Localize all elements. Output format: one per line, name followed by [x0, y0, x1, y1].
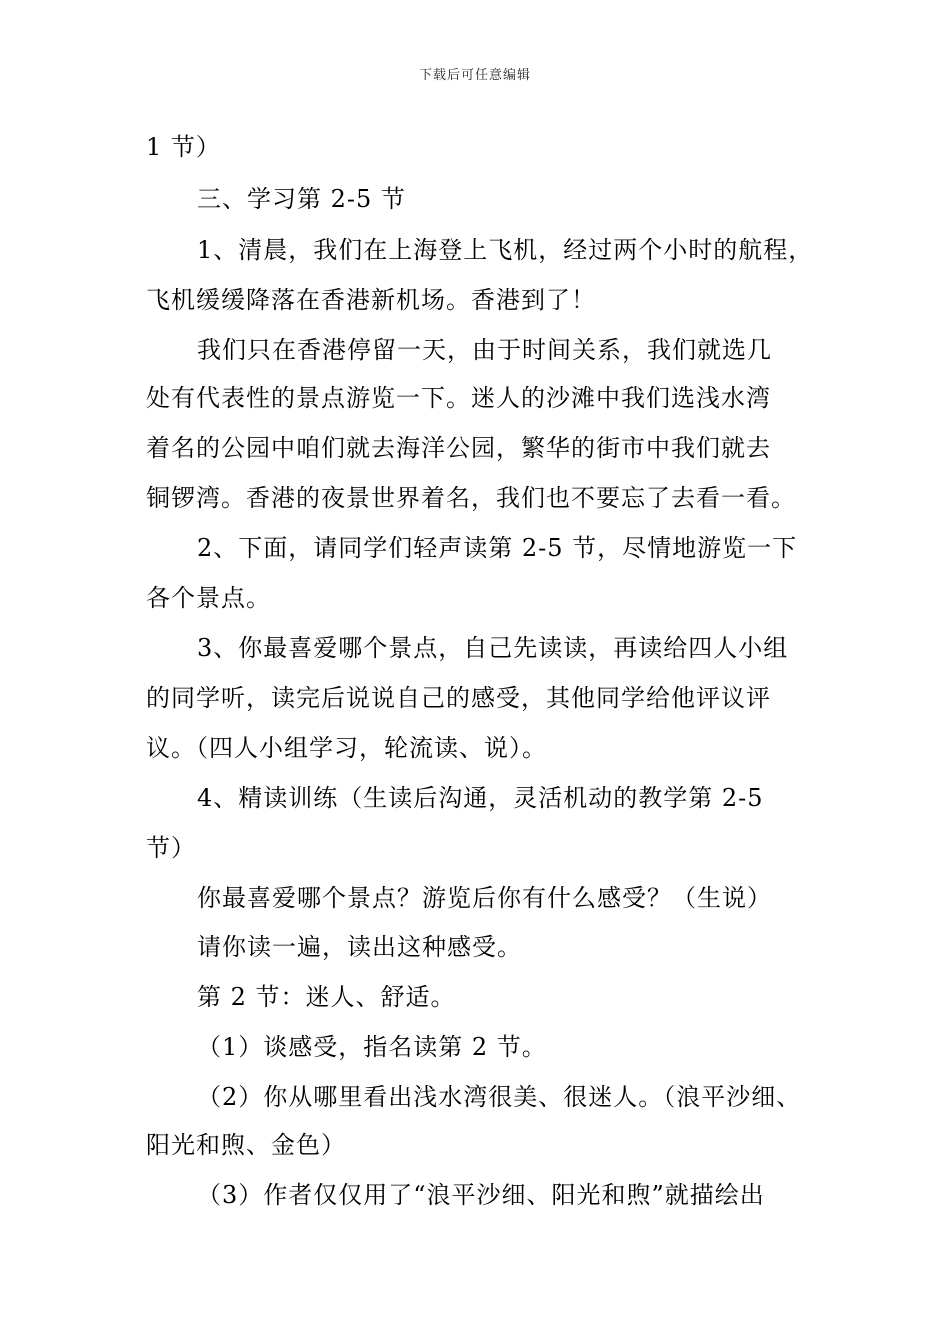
text-line: 2、下面，请同学们轻声读第 2-5 节，尽情地游览一下	[197, 534, 798, 562]
text-line: （3）作者仅仅用了“浪平沙细、阳光和煦”就描绘出	[197, 1181, 765, 1209]
text-line: 1 节）	[146, 133, 221, 161]
text-line: （2）你从哪里看出浅水湾很美、很迷人。（浪平沙细、	[197, 1083, 802, 1111]
text-line: 第 2 节：迷人、舒适。	[197, 983, 456, 1011]
text-line: 议。（四人小组学习，轮流读、说）。	[146, 734, 547, 762]
text-line: 各个景点。	[146, 584, 271, 612]
text-line: 着名的公园中咱们就去海洋公园，繁华的街市中我们就去	[146, 434, 771, 462]
text-line: 处有代表性的景点游览一下。迷人的沙滩中我们选浅水湾	[146, 384, 771, 412]
text-line: 1、清晨，我们在上海登上飞机，经过两个小时的航程，	[197, 236, 814, 264]
text-line: 的同学听，读完后说说自己的感受，其他同学给他评议评	[146, 684, 771, 712]
section-heading: 三、学习第 2-5 节	[197, 185, 406, 213]
text-line: 我们只在香港停留一天，由于时间关系，我们就选几	[197, 336, 772, 364]
text-line: 请你读一遍，读出这种感受。	[197, 933, 522, 961]
text-line: （1）谈感受，指名读第 2 节。	[197, 1033, 547, 1061]
text-line: 3、你最喜爱哪个景点，自己先读读，再读给四人小组	[197, 634, 789, 662]
text-line: 4、精读训练（生读后沟通，灵活机动的教学第 2-5	[197, 784, 764, 812]
text-line: 节）	[146, 834, 196, 862]
text-line: 你最喜爱哪个景点？游览后你有什么感受？（生说）	[197, 884, 772, 912]
page-header: 下载后可任意编辑	[418, 68, 531, 83]
text-line: 飞机缓缓降落在香港新机场。香港到了！	[146, 286, 596, 314]
text-line: 铜锣湾。香港的夜景世界着名，我们也不要忘了去看一看。	[146, 484, 796, 512]
text-line: 阳光和煦、金色）	[146, 1131, 346, 1159]
